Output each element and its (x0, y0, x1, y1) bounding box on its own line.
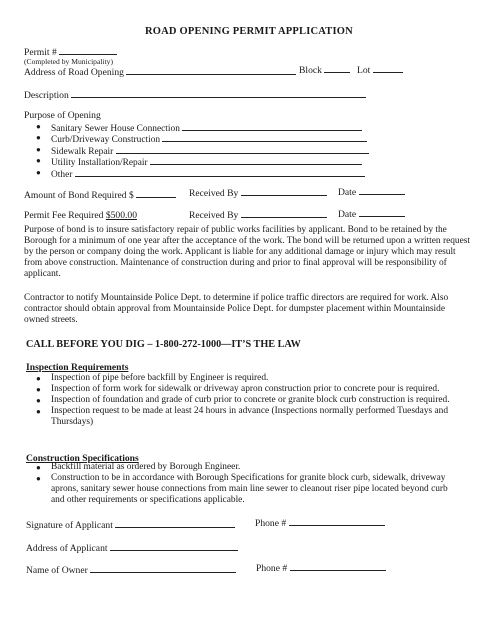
applicant-phone-row (255, 516, 385, 529)
bond-date-row (338, 185, 405, 198)
address-row (24, 65, 296, 78)
bullet-icon: ● (36, 407, 41, 416)
bond-amount-field[interactable] (136, 188, 176, 198)
owner-row (26, 563, 236, 576)
construction-item: ● Construction to be in accordance with Borough Specifications for granite block curb, sidewalk, driveway aprons, sanitary sewer house connections from main line sewer to cleanout riser pipe located beyond curb and other requirements or specifications applicable. (36, 473, 448, 505)
bullet-icon: ● (36, 374, 41, 383)
fee-date-row (338, 207, 405, 220)
fee-received-row (189, 208, 327, 221)
purpose-label: Purpose of Opening (24, 110, 101, 121)
block-field[interactable] (324, 63, 350, 73)
permit-note: (Completed by Municipality) (24, 57, 114, 66)
purpose-field[interactable] (182, 121, 362, 131)
bullet-icon: ● (36, 167, 41, 177)
purpose-item: ● Sanitary Sewer House Connection (32, 121, 369, 132)
owner-field[interactable] (90, 563, 236, 573)
purpose-item: ● Curb/Driveway Construction (32, 132, 369, 143)
bullet-icon: ● (36, 133, 41, 143)
bullet-icon: ● (36, 396, 41, 405)
signature-label: Signature of Applicant (26, 520, 113, 531)
bond-received-field[interactable] (241, 186, 327, 196)
inspection-heading: Inspection Requirements (26, 362, 129, 373)
inspection-item: ● Inspection request to be made at least 24 hours in advance (Inspections normally performed Tuesdays and Thursdays) (36, 406, 449, 427)
bullet-icon: ● (36, 385, 41, 394)
purpose-field[interactable] (162, 132, 367, 142)
inspection-item: ● Inspection of form work for sidewalk or driveway apron construction prior to concrete pour is required. (36, 384, 440, 394)
fee-value: $500.00 (105, 210, 137, 221)
block-label: Block (299, 65, 322, 76)
bullet-icon: ● (36, 463, 41, 472)
contractor-paragraph: Contractor to notify Mountainside Police Dept. to determine if police traffic directors are required for work. Also contractor should obtain approval from Mountainside Police Dept. for dumpster placement within Mountainside owned streets. (24, 293, 449, 325)
purpose-field[interactable] (150, 155, 362, 165)
call-before-you-dig: CALL BEFORE YOU DIG – 1-800-272-1000—IT’S THE LAW (26, 339, 301, 350)
fee-date-label: Date (338, 209, 357, 220)
inspection-list (32, 373, 474, 428)
signature-field[interactable] (115, 518, 235, 528)
description-field[interactable] (71, 88, 366, 98)
address-field[interactable] (126, 65, 296, 75)
owner-label: Name of Owner (26, 565, 88, 576)
lot-label: Lot (357, 65, 371, 76)
page-title: ROAD OPENING PERMIT APPLICATION (145, 26, 353, 37)
bond-paragraph: Purpose of bond is to insure satisfactory repair of public works facilities by applicant. Bond to be retained by the Borough for a minimum of one year after the acceptance of the work. The bond will be returned upon a written request by the person or company doing the work. Applicant is liable for any additional damage or injury which may result from above construction. Maintenance of construction during and prior to final approval will be responsibility of applicant. (24, 225, 471, 279)
lot-field[interactable] (373, 63, 403, 73)
bond-date-field[interactable] (359, 185, 405, 195)
purpose-item: ● Other (32, 167, 369, 178)
purpose-field[interactable] (116, 144, 369, 154)
signature-row (26, 518, 235, 531)
bond-received-label: Received By (189, 188, 239, 199)
owner-phone-label: Phone # (256, 563, 288, 574)
construction-item: ● Backfill material as ordered by Borough Engineer. (36, 462, 241, 472)
owner-phone-row (256, 561, 386, 574)
owner-phone-field[interactable] (290, 561, 386, 571)
bullet-icon: ● (36, 144, 41, 154)
inspection-item: ● Inspection of foundation and grade of curb prior to concrete or granite block curb construction is required. (36, 395, 450, 405)
fee-label: Permit Fee Required (24, 210, 104, 221)
applicant-phone-field[interactable] (289, 516, 385, 526)
fee-row (24, 210, 137, 221)
permit-number-field[interactable] (59, 45, 117, 55)
bullet-icon: ● (36, 156, 41, 166)
block-row (299, 63, 350, 76)
fee-date-field[interactable] (359, 207, 405, 217)
lot-row (357, 63, 403, 76)
permit-number-label: Permit # (24, 47, 57, 58)
bullet-icon: ● (36, 122, 41, 131)
purpose-item: ● Utility Installation/Repair (32, 155, 369, 166)
purpose-item: ● Sidewalk Repair (32, 144, 369, 155)
description-label: Description (24, 90, 69, 101)
applicant-address-label: Address of Applicant (26, 543, 108, 554)
bond-amount-label: Amount of Bond Required $ (24, 190, 134, 201)
purpose-field[interactable] (75, 167, 365, 177)
address-label: Address of Road Opening (24, 67, 124, 78)
applicant-phone-label: Phone # (255, 518, 287, 529)
inspection-item: ● Inspection of pipe before backfill by Engineer is required. (36, 373, 269, 383)
fee-received-label: Received By (189, 210, 239, 221)
applicant-address-row (26, 541, 238, 554)
bond-received-row (189, 186, 327, 199)
bond-amount-row (24, 188, 176, 201)
applicant-address-field[interactable] (110, 541, 238, 551)
bullet-icon: ● (36, 474, 41, 483)
description-row (24, 88, 366, 101)
construction-list (32, 462, 462, 506)
purpose-list (32, 121, 369, 178)
bond-date-label: Date (338, 187, 357, 198)
fee-received-field[interactable] (241, 208, 327, 218)
construction-heading: Construction Specifications (26, 453, 139, 464)
